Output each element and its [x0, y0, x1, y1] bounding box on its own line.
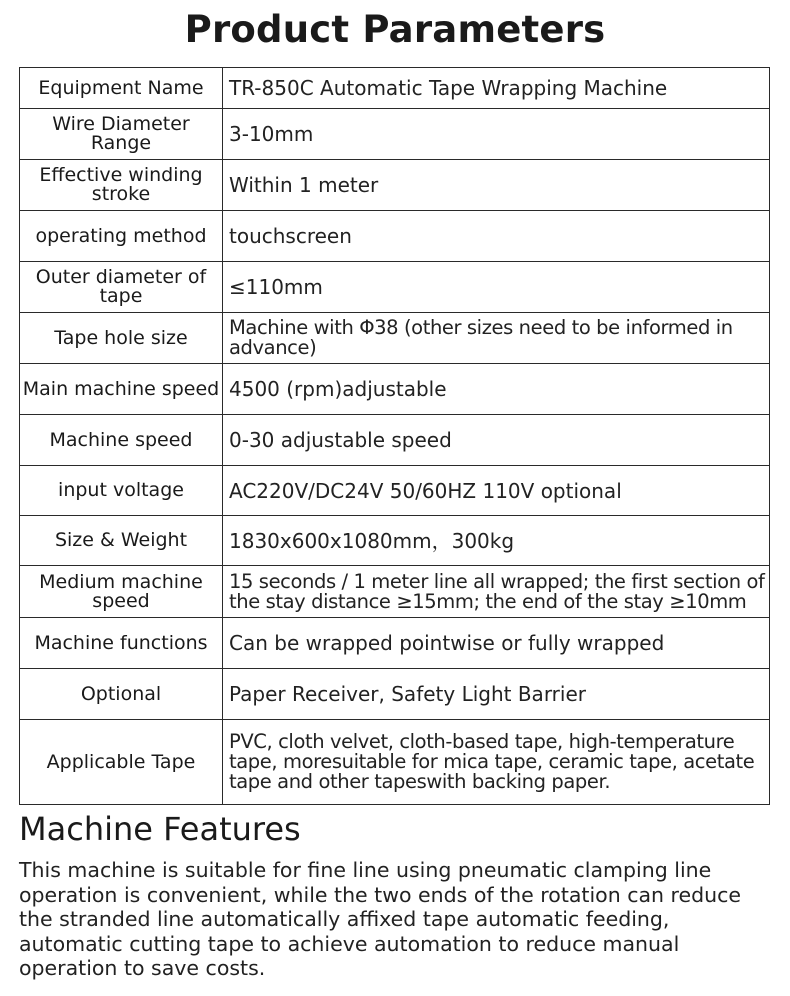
- table-row: [20, 160, 770, 211]
- parameters-table: [19, 67, 770, 805]
- table-row: [20, 313, 770, 364]
- param-label: Outer diameter of tape: [20, 262, 223, 313]
- param-label: Machine functions: [20, 618, 223, 669]
- param-value: touchscreen: [223, 211, 770, 262]
- param-value: 1830x600x1080mm，300kg: [223, 516, 770, 566]
- param-label: Effective winding stroke: [20, 160, 223, 211]
- table-row: [20, 566, 770, 618]
- param-value: 3-10mm: [223, 109, 770, 160]
- param-label: Applicable Tape: [20, 720, 223, 805]
- table-row: [20, 68, 770, 109]
- param-label: input voltage: [20, 466, 223, 516]
- table-row: [20, 364, 770, 415]
- table-row: [20, 466, 770, 516]
- table-row: [20, 720, 770, 805]
- param-label: Tape hole size: [20, 313, 223, 364]
- table-row: [20, 618, 770, 669]
- param-label: Machine speed: [20, 415, 223, 466]
- param-label: Size & Weight: [20, 516, 223, 566]
- param-value: Paper Receiver, Safety Light Barrier: [223, 669, 770, 720]
- table-row: [20, 516, 770, 566]
- param-label: Equipment Name: [20, 68, 223, 109]
- param-value: Within 1 meter: [223, 160, 770, 211]
- page-title: Product Parameters: [184, 8, 606, 51]
- param-value: 15 seconds / 1 meter line all wrapped; the first section of the stay distance ≥15mm; the end of the stay ≥10mm: [223, 566, 770, 618]
- param-label: Wire Diameter Range: [20, 109, 223, 160]
- table-row: [20, 262, 770, 313]
- param-label: Medium machine speed: [20, 566, 223, 618]
- param-value: 4500 (rpm)adjustable: [223, 364, 770, 415]
- param-value: Machine with Φ38 (other sizes need to be informed in advance): [223, 313, 770, 364]
- table-row: [20, 211, 770, 262]
- param-value: ≤110mm: [223, 262, 770, 313]
- param-label: Main machine speed: [20, 364, 223, 415]
- param-value: PVC, cloth velvet, cloth-based tape, high-temperature tape, moresuitable for mica tape, ceramic tape, acetate tape and other tapeswith backing paper.: [223, 720, 770, 805]
- features-paragraph: This machine is suitable for fine line using pneumatic clamping line operation is convenient, while the two ends of the rotation can reduce the stranded line automatically affixed tape automatic feeding, automatic cutting tape to achieve automation to reduce manual operation to save costs.: [19, 858, 742, 980]
- table-row: [20, 415, 770, 466]
- features-heading: Machine Features: [19, 810, 301, 848]
- param-value: Can be wrapped pointwise or fully wrapped: [223, 618, 770, 669]
- param-value: TR-850C Automatic Tape Wrapping Machine: [223, 68, 770, 109]
- param-label: operating method: [20, 211, 223, 262]
- param-label: Optional: [20, 669, 223, 720]
- table-row: [20, 669, 770, 720]
- param-value: AC220V/DC24V 50/60HZ 110V optional: [223, 466, 770, 516]
- param-value: 0-30 adjustable speed: [223, 415, 770, 466]
- table-row: [20, 109, 770, 160]
